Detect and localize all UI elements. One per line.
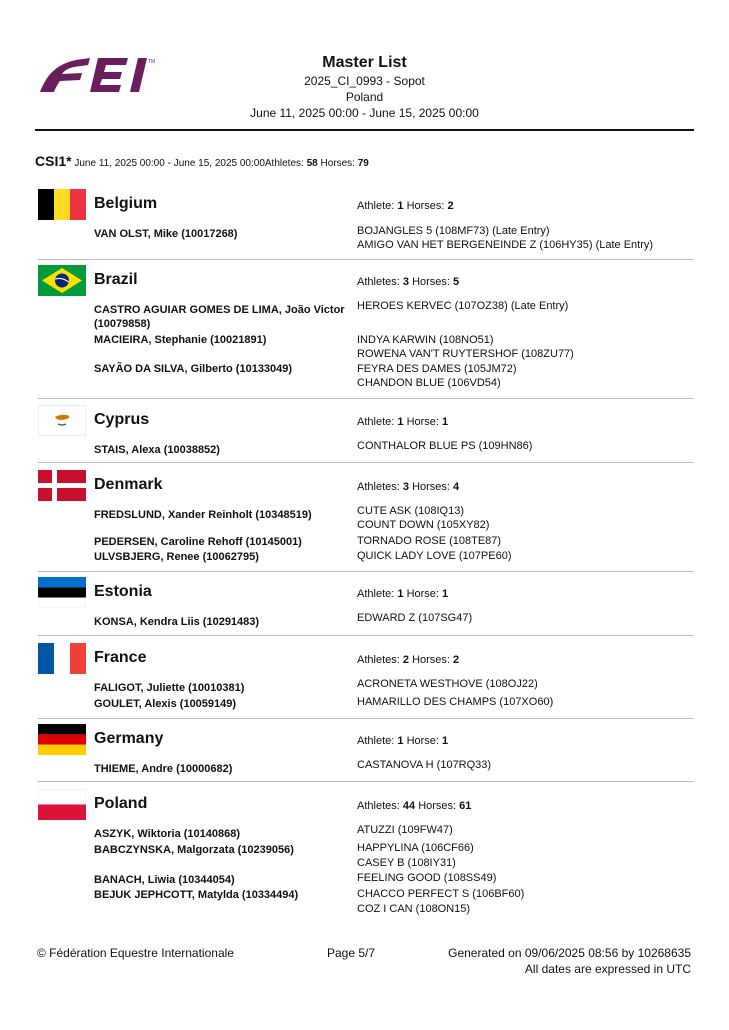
country-name: Cyprus <box>94 411 150 428</box>
country-name: Poland <box>94 795 148 812</box>
country-name: Germany <box>94 730 164 747</box>
horse-entry: INDYA KARWIN (108NO51) <box>357 334 494 346</box>
athlete-name: GOULET, Alexis (10059149) <box>94 698 237 710</box>
horse-entry: ACRONETA WESTHOVE (108OJ22) <box>357 678 538 690</box>
athlete-name: SAYÃO DA SILVA, Gilberto (10133049) <box>94 363 293 375</box>
athletes-label: Athletes: <box>264 158 304 169</box>
denmark-flag-icon <box>38 470 86 501</box>
horse-entry: BOJANGLES 5 (108MF73) (Late Entry) <box>357 225 550 237</box>
poland-flag-icon <box>38 789 86 820</box>
footer-generated <box>448 945 691 977</box>
country-counts: Athletes: 3 Horses: 4 <box>357 481 460 493</box>
utc-note: All dates are expressed in UTC <box>524 962 691 976</box>
horse-entry: CHACCO PERFECT S (106BF60) <box>357 888 525 900</box>
section-divider <box>38 462 694 463</box>
section-divider <box>38 259 694 260</box>
athlete-name: MACIEIRA, Stephanie (10021891) <box>94 334 267 346</box>
country-counts: Athlete: 1 Horse: 1 <box>357 416 449 428</box>
athlete-name: BEJUK JEPHCOTT, Matylda (10334494) <box>94 889 299 901</box>
horse-entry: FEYRA DES DAMES (105JM72) <box>357 363 517 375</box>
horse-entry: CASEY B (108IY31) <box>357 857 456 869</box>
athlete-name: PEDERSEN, Caroline Rehoff (10145001) <box>94 536 302 548</box>
event-code: CSI1* <box>35 153 72 169</box>
page-title: Master List <box>322 54 407 71</box>
section-divider <box>38 635 694 636</box>
horse-entry: EDWARD Z (107SG47) <box>357 612 473 624</box>
generated-info: Generated on 09/06/2025 08:56 by 10268635 <box>448 946 691 960</box>
horse-entry: CHANDON BLUE (106VD54) <box>357 377 501 389</box>
athlete-name: KONSA, Kendra Liis (10291483) <box>94 616 260 628</box>
section-divider <box>38 398 694 399</box>
germany-flag-icon <box>38 724 86 755</box>
france-flag-icon <box>38 643 86 674</box>
horses-total: 79 <box>357 158 369 169</box>
horse-entry: HAMARILLO DES CHAMPS (107XO60) <box>357 696 554 708</box>
athlete-name: FREDSLUND, Xander Reinholt (10348519) <box>94 509 312 521</box>
footer-copyright: © Fédération Equestre Internationale <box>37 946 234 960</box>
horse-entry: AMIGO VAN HET BERGENEINDE Z (106HY35) (Late Entry) <box>357 239 654 251</box>
document-header <box>180 53 549 121</box>
cyprus-flag-icon <box>38 405 86 436</box>
country-name: Denmark <box>94 476 163 493</box>
horse-entry: HEROES KERVEC (107OZ38) (Late Entry) <box>357 300 569 312</box>
country-name: Estonia <box>94 583 152 600</box>
horse-entry: COZ I CAN (108ON15) <box>357 903 471 915</box>
horse-entry: ATUZZI (109FW47) <box>357 824 453 836</box>
svg-text:TM: TM <box>148 59 156 65</box>
athlete-name: VAN OLST, Mike (10017268) <box>94 228 238 240</box>
horse-entry: CASTANOVA H (107RQ33) <box>357 759 492 771</box>
country-name: Brazil <box>94 271 138 288</box>
footer-page-number: Page 5/7 <box>327 946 376 960</box>
athlete-name: THIEME, Andre (10000682) <box>94 763 233 775</box>
event-country: Poland <box>345 90 384 104</box>
athlete-name: BANACH, Liwia (10344054) <box>94 874 235 886</box>
country-counts: Athletes: 2 Horses: 2 <box>357 654 460 666</box>
country-counts: Athlete: 1 Horse: 1 <box>357 588 449 600</box>
fei-logo <box>38 54 156 94</box>
horse-entry: QUICK LADY LOVE (107PE60) <box>357 550 512 562</box>
section-divider <box>38 571 694 572</box>
horse-entry: TORNADO ROSE (108TE87) <box>357 535 502 547</box>
section-divider <box>38 718 694 719</box>
athlete-name: CASTRO AGUIAR GOMES DE LIMA, João Victor (10079858) <box>94 304 345 330</box>
belgium-flag-icon <box>38 189 86 220</box>
horse-entry: CUTE ASK (108IQ13) <box>357 505 464 517</box>
athlete-name: STAIS, Alexa (10038852) <box>94 444 220 456</box>
event-dates: June 11, 2025 00:00 - June 15, 2025 00:00 <box>250 106 479 120</box>
event-id: 2025_CI_0993 - Sopot <box>304 74 425 88</box>
country-counts: Athlete: 1 Horses: 2 <box>357 200 454 212</box>
estonia-flag-icon <box>38 577 86 608</box>
athlete-name: BABCZYNSKA, Malgorzata (10239056) <box>94 844 294 856</box>
horse-entry: CONTHALOR BLUE PS (109HN86) <box>357 440 533 452</box>
brazil-flag-icon <box>38 265 86 296</box>
horse-entry: COUNT DOWN (105XY82) <box>357 519 490 531</box>
athlete-name: FALIGOT, Juliette (10010381) <box>94 682 245 694</box>
country-name: France <box>94 649 147 666</box>
horses-label: Horses: <box>320 158 355 169</box>
horse-entry: FEELING GOOD (108SS49) <box>357 872 497 884</box>
event-summary <box>35 153 369 169</box>
athlete-name: ULVSBJERG, Renee (10062795) <box>94 551 259 563</box>
country-counts: Athlete: 1 Horse: 1 <box>357 735 449 747</box>
header-divider <box>35 129 694 131</box>
horse-entry: ROWENA VAN'T RUYTERSHOF (108ZU77) <box>357 348 574 360</box>
country-name: Belgium <box>94 195 158 212</box>
horse-entry: HAPPYLINA (106CF66) <box>357 842 474 854</box>
country-counts: Athletes: 3 Horses: 5 <box>357 276 460 288</box>
country-counts: Athletes: 44 Horses: 61 <box>357 800 472 812</box>
athlete-name: ASZYK, Wiktoria (10140868) <box>94 828 241 840</box>
section-divider <box>38 781 694 782</box>
event-summary-dates: June 11, 2025 00:00 - June 15, 2025 00:00 <box>74 158 265 169</box>
athletes-total: 58 <box>306 158 318 169</box>
